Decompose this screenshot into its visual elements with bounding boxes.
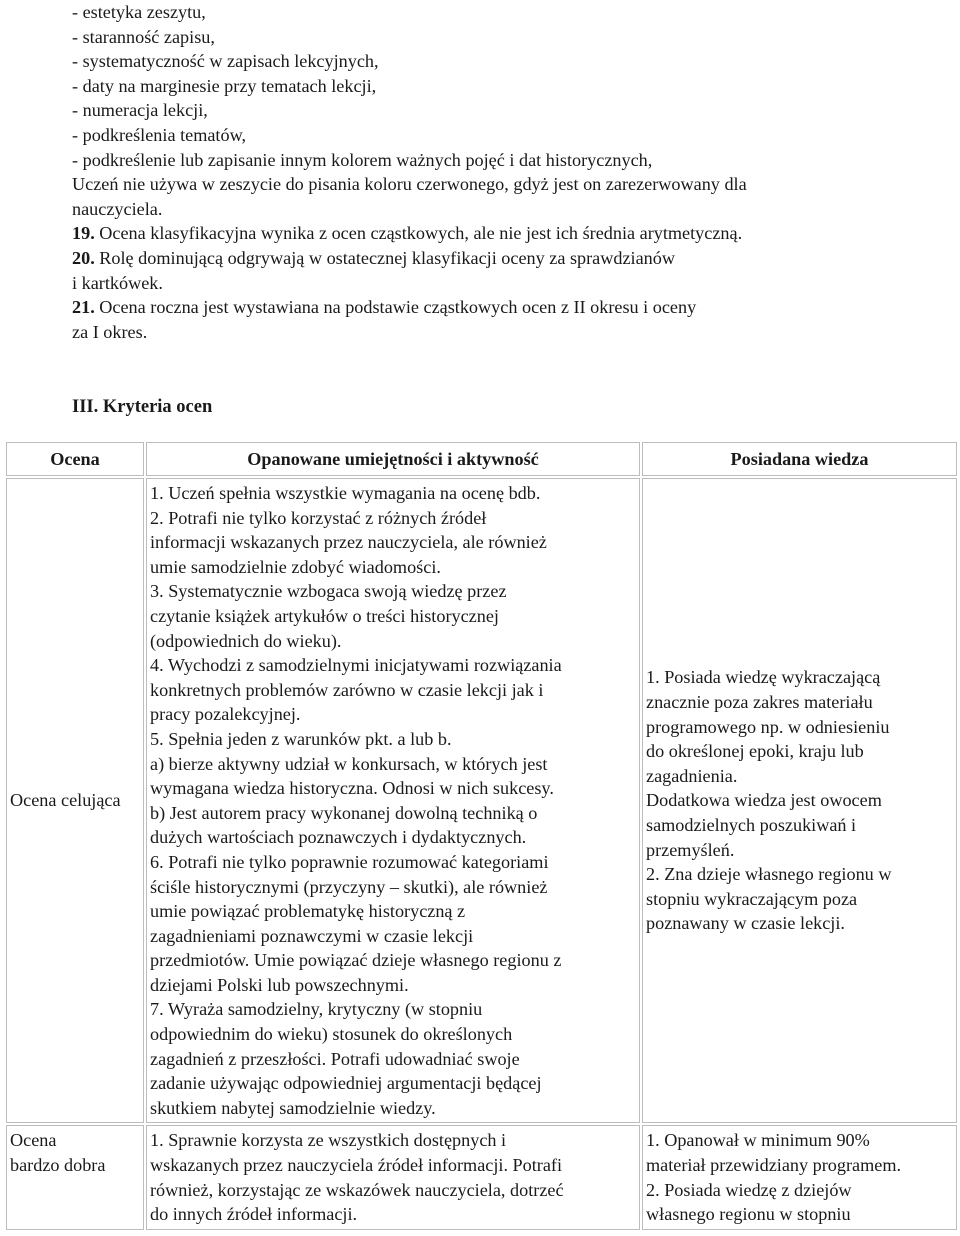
- skills-line: odpowiednim do wieku) stosunek do określonych: [150, 1024, 513, 1045]
- skills-line: b) Jest autorem pracy wykonanej dowolną techniką o: [150, 802, 538, 823]
- knowledge-line: własnego regionu w stopniu: [646, 1204, 851, 1225]
- skills-line: umie samodzielnie zdobyć wiadomości.: [150, 556, 441, 577]
- knowledge-line: programowego np. w odniesieniu: [646, 716, 890, 737]
- knowledge-line: poznawany w czasie lekcji.: [646, 913, 845, 934]
- skills-line: informacji wskazanych przez nauczyciela, ale również: [150, 532, 547, 553]
- criteria-table: [4, 440, 959, 1232]
- skills-line: pracy pozalekcyjnej.: [150, 704, 301, 725]
- skills-line: zagadnień z przeszłości. Potrafi udowadniać swoje: [150, 1048, 520, 1069]
- skills-line: 7. Wyraża samodzielny, krytyczny (w stopniu: [150, 999, 483, 1020]
- intro-section: [72, 0, 932, 344]
- skills-line: 3. Systematycznie wzbogaca swoją wiedzę przez: [150, 581, 507, 602]
- rule-text: Ocena roczna jest wystawiana na podstawie cząstkowych ocen z II okresu i oceny: [99, 297, 697, 318]
- skills-line: dużych wartościach poznawczych i dydaktycznych.: [150, 827, 527, 848]
- grade-cell: [6, 1125, 144, 1229]
- header-skills: Opanowane umiejętności i aktywność: [146, 442, 640, 476]
- grade-line: bardzo dobra: [10, 1155, 106, 1176]
- grade-cell: Ocena celująca: [6, 478, 144, 1123]
- list-item: - systematyczność w zapisach lekcyjnych,: [72, 51, 379, 72]
- skills-line: a) bierze aktywny udział w konkursach, w których jest: [150, 753, 548, 774]
- knowledge-line: 1. Posiada wiedzę wykraczającą: [646, 667, 881, 688]
- note-line: Uczeń nie używa w zeszycie do pisania koloru czerwonego, gdyż jest on zarezerwowany dla: [72, 174, 747, 195]
- grade-line: Ocena: [10, 1130, 57, 1151]
- list-item: - podkreślenia tematów,: [72, 124, 247, 145]
- rule-21: [72, 295, 932, 344]
- skills-cell: [146, 1125, 640, 1229]
- skills-line: ściśle historycznymi (przyczyny – skutki), ale również: [150, 876, 548, 897]
- list-item: - numeracja lekcji,: [72, 100, 208, 121]
- skills-line: do innych źródeł informacji.: [150, 1204, 358, 1225]
- rule-19: [72, 221, 932, 246]
- table-header-row: [6, 442, 957, 476]
- skills-line: 2. Potrafi nie tylko korzystać z różnych źródeł: [150, 507, 487, 528]
- skills-line: 4. Wychodzi z samodzielnymi inicjatywami rozwiązania: [150, 655, 562, 676]
- skills-line: (odpowiednich do wieku).: [150, 630, 342, 651]
- skills-line: czytanie książek artykułów o treści historycznej: [150, 605, 499, 626]
- knowledge-line: 2. Posiada wiedzę z dziejów: [646, 1179, 852, 1200]
- skills-line: umie powiązać problematykę historyczną z: [150, 901, 466, 922]
- rule-number: 20.: [72, 247, 95, 268]
- section-heading: III. Kryteria ocen: [72, 397, 213, 417]
- header-grade: Ocena: [6, 442, 144, 476]
- knowledge-line: Dodatkowa wiedza jest owocem: [646, 790, 882, 811]
- rule-text: i kartkówek.: [72, 272, 163, 293]
- header-knowledge: Posiadana wiedza: [642, 442, 957, 476]
- skills-line: 1. Uczeń spełnia wszystkie wymagania na ocenę bdb.: [150, 483, 541, 503]
- skills-line: 6. Potrafi nie tylko poprawnie rozumować kategoriami: [150, 851, 549, 872]
- knowledge-line: przemyśleń.: [646, 839, 735, 860]
- knowledge-line: 2. Zna dzieje własnego regionu w: [646, 864, 892, 885]
- skills-line: skutkiem nabytej samodzielnie wiedzy.: [150, 1097, 436, 1118]
- knowledge-line: materiał przewidziany programem.: [646, 1155, 902, 1176]
- table-row: [6, 478, 957, 1123]
- knowledge-line: samodzielnych poszukiwań i: [646, 815, 857, 836]
- skills-line: przedmiotów. Umie powiązać dzieje własnego regionu z: [150, 950, 562, 971]
- knowledge-line: znacznie poza zakres materiału: [646, 692, 873, 713]
- skills-line: wskazanych przez nauczyciela źródeł informacji. Potrafi: [150, 1155, 563, 1176]
- skills-line: dziejami Polski lub powszechnymi.: [150, 974, 409, 995]
- knowledge-line: do określonej epoki, kraju lub: [646, 741, 864, 762]
- skills-cell: [146, 478, 640, 1123]
- rule-number: 21.: [72, 297, 95, 318]
- skills-line: 5. Spełnia jeden z warunków pkt. a lub b.: [150, 728, 452, 749]
- skills-line: zagadnieniami poznawczymi w czasie lekcji: [150, 925, 474, 946]
- skills-line: również, korzystając ze wskazówek nauczyciela, dotrzeć: [150, 1179, 564, 1200]
- table-row: [6, 1125, 957, 1229]
- knowledge-line: zagadnienia.: [646, 765, 738, 786]
- list-item: - staranność zapisu,: [72, 26, 215, 47]
- rule-text: za I okres.: [72, 321, 148, 342]
- skills-line: zadanie używając odpowiedniej argumentacji będącej: [150, 1073, 542, 1094]
- knowledge-line: stopniu wykraczającym poza: [646, 888, 858, 909]
- rule-text: Ocena klasyfikacyjna wynika z ocen cząstkowych, ale nie jest ich średnia arytmetyczną.: [99, 223, 743, 244]
- knowledge-line: 1. Opanował w minimum 90%: [646, 1130, 870, 1151]
- skills-line: konkretnych problemów zarówno w czasie lekcji jak i: [150, 679, 544, 700]
- rule-20: [72, 246, 932, 295]
- list-item: - estetyka zeszytu,: [72, 2, 206, 22]
- rule-number: 19.: [72, 223, 95, 244]
- skills-line: 1. Sprawnie korzysta ze wszystkich dostępnych i: [150, 1130, 507, 1151]
- list-item: - daty na marginesie przy tematach lekcji,: [72, 75, 377, 96]
- rule-text: Rolę dominującą odgrywają w ostatecznej klasyfikacji oceny za sprawdzianów: [99, 247, 676, 268]
- knowledge-cell: [642, 478, 957, 1123]
- knowledge-cell: [642, 1125, 957, 1229]
- note-line: nauczyciela.: [72, 198, 163, 219]
- skills-line: wymagana wiedza historyczna. Odnosi w nich sukcesy.: [150, 778, 554, 799]
- list-item: - podkreślenie lub zapisanie innym kolorem ważnych pojęć i dat historycznych,: [72, 149, 653, 170]
